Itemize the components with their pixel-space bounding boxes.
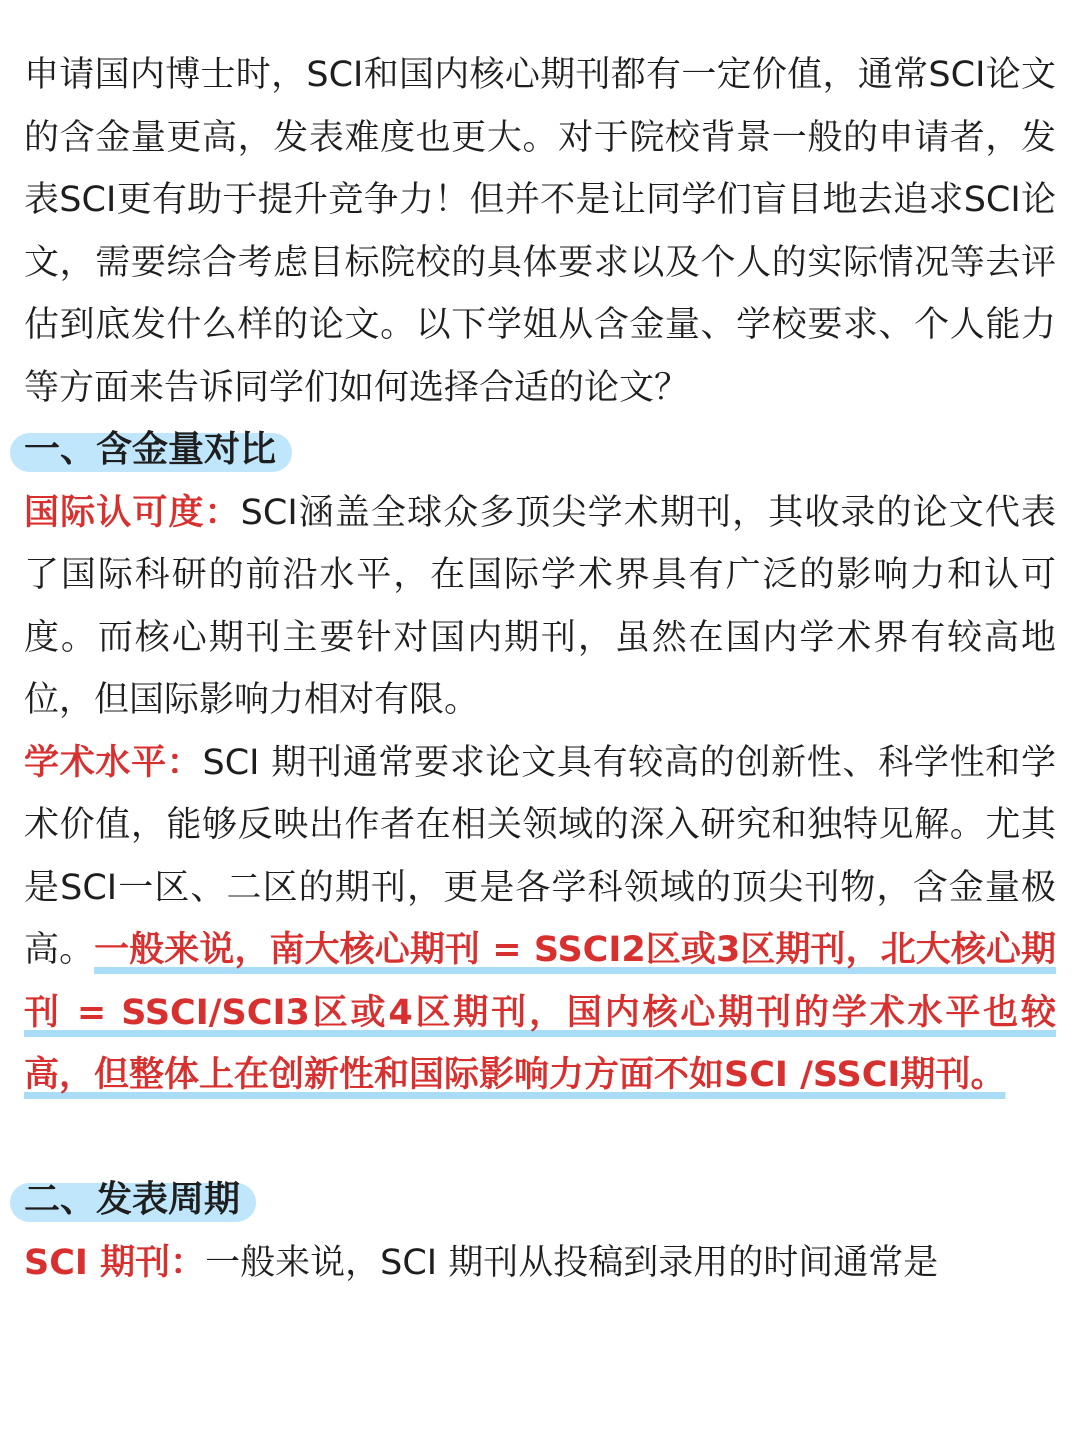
section-heading-cycle: 二、发表周期 [24,1169,256,1232]
recognition-label: 国际认可度： [24,492,241,533]
sci-cycle-text: 一般来说，SCI 期刊从投稿到录用的时间通常是 [205,1242,939,1283]
academic-text: SCI 期刊通常要求论文具有较高的创新性、科学性和学术价值，能够反映出作者在相关领域的深入研究和独特见解。尤其是SCI一区、二区的期刊，更是各学科领域的顶尖刊物，含金量极高。 [24,742,1056,970]
section-heading-wrap [24,419,1056,482]
recognition-text: SCI涵盖全球众多顶尖学术期刊，其收录的论文代表了国际科研的前沿水平，在国际学术界具有广泛的影响力和认可度。而核心期刊主要针对国内期刊，虽然在国内学术界有较高地位，但国际影响力相对有限。 [24,492,1056,720]
intro-paragraph: 申请国内博士时，SCI和国内核心期刊都有一定价值，通常SCI论文的含金量更高，发表难度也更大。对于院校背景一般的申请者，发表SCI更有助于提升竞争力！但并不是让同学们盲目地去追求SCI论文，需要综合考虑目标院校的具体要求以及个人的实际情况等去评估到底发什么样的论文。以下学姐从含金量、学校要求、个人能力等方面来告诉同学们如何选择合适的论文？ [24,55,1056,408]
section-heading-wrap [24,1169,1056,1232]
sci-cycle-label: SCI 期刊： [24,1242,206,1283]
paragraph-spacer [24,1107,1056,1170]
academic-highlight: 一般来说，南大核心期刊 = SSCI2区或3区期刊，北大核心期刊 = SSCI/SCI3区或4区期刊，国内核心期刊的学术水平也较高，但整体上在创新性和国际影响力方面不如SCI /SSCI期刊。 [24,930,1056,1095]
sci-cycle-paragraph [24,1232,1056,1295]
recognition-paragraph [24,482,1056,732]
section-heading-quality: 一、含金量对比 [24,419,292,482]
academic-label: 学术水平： [24,742,203,783]
academic-paragraph [24,732,1056,1107]
